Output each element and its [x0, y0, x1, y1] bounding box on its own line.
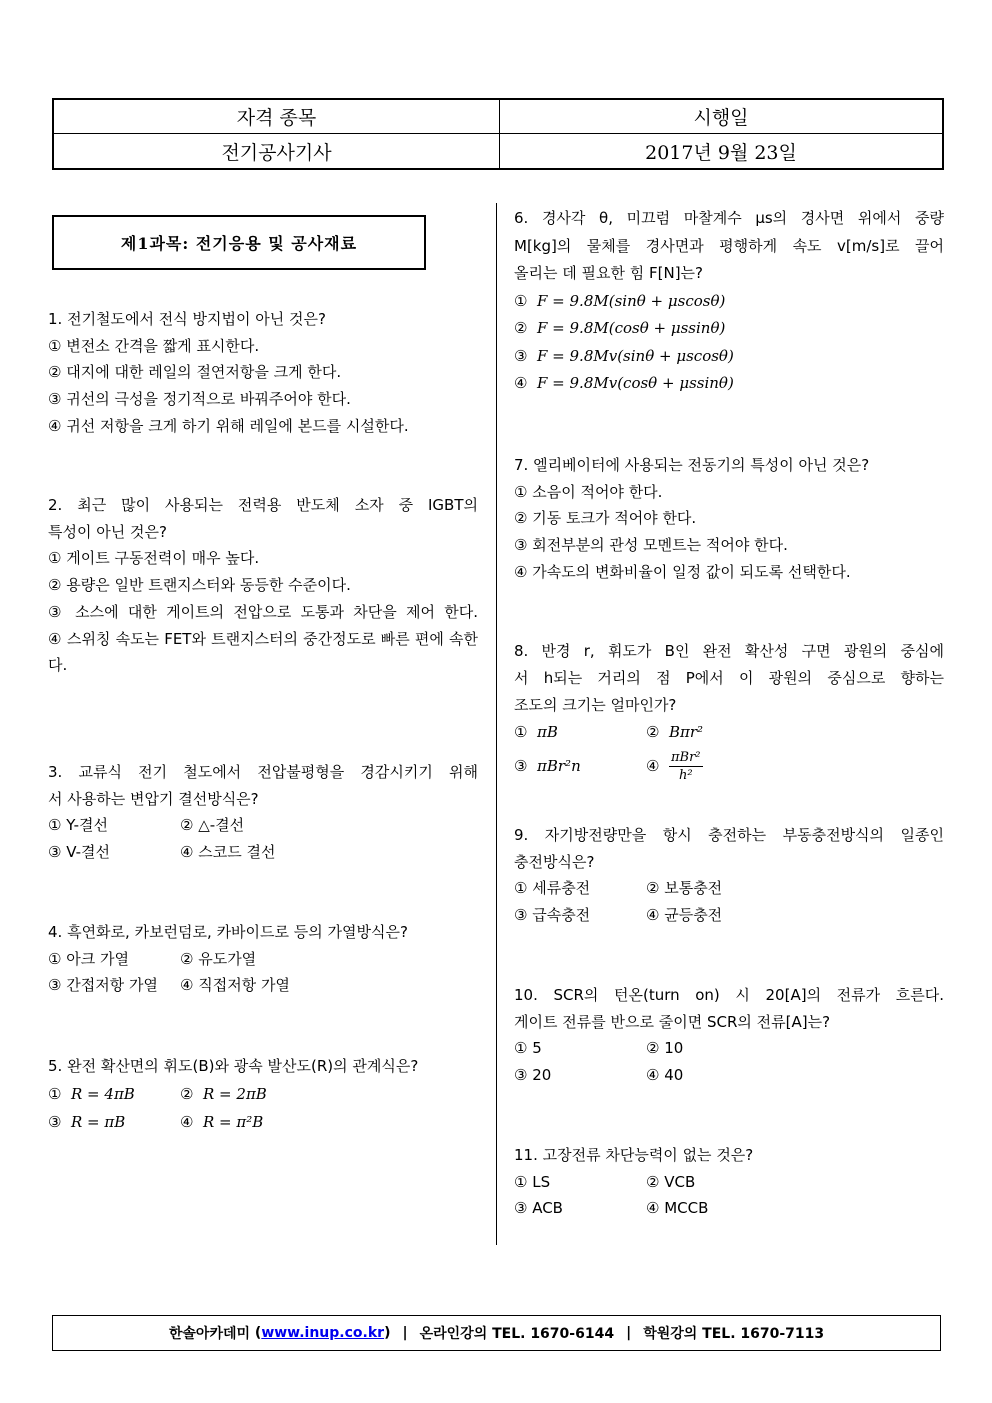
formula: R = π²B [203, 1113, 264, 1131]
option-4: ④ 가속도의 변화비율이 일정 값이 되도록 선택한다. [514, 562, 851, 581]
option-mark: ① [48, 1085, 62, 1103]
academy-website-link[interactable]: www.inup.co.kr [261, 1325, 385, 1341]
option-1 [514, 288, 944, 316]
option-1: ① 아크 가열 [48, 949, 129, 968]
option-2 [514, 315, 944, 343]
option-mark: ③ [48, 1113, 62, 1131]
question-stem-line-2: 서 사용하는 변압기 결선방식은? [48, 789, 259, 808]
option-1 [48, 1080, 180, 1108]
option-1: ① 5 [514, 1039, 542, 1058]
question-stem: 1. 전기철도에서 전식 방지법이 아닌 것은? [48, 310, 326, 328]
option-2: ② 보통충전 [646, 879, 723, 898]
question-stem-line-1: 6. 경사각 θ, 미끄럼 마찰계수 μs의 경사면 위에서 중량 [514, 209, 944, 227]
option-mark: ③ [514, 346, 528, 365]
option-1: ① LS [514, 1172, 551, 1191]
formula: R = 4πB [71, 1085, 135, 1103]
footer-separator: | [626, 1325, 632, 1341]
formula: F = 9.8M(sinθ + μscosθ) [537, 291, 726, 310]
option-mark: ④ [514, 374, 528, 392]
option-2: ② △-결선 [180, 816, 245, 835]
option-4: ④ 균등충전 [646, 906, 723, 925]
option-4: ④ 40 [646, 1066, 684, 1085]
option-4: ④ 스위칭 속도는 FET와 트랜지스터의 중간정도로 빠른 편에 속한다. [48, 629, 478, 675]
options-grid [48, 812, 478, 865]
option-mark: ② [180, 1085, 194, 1103]
option-mark: ① [514, 291, 528, 310]
formula: πB [537, 723, 558, 741]
option-mark: ② [514, 319, 528, 337]
option-4: ④ MCCB [646, 1199, 709, 1218]
fraction-numerator: πBr² [671, 750, 701, 765]
question-5 [48, 1052, 478, 1136]
options-grid [514, 719, 944, 786]
formula: R = πB [71, 1113, 126, 1131]
formula: F = 9.8M(cosθ + μssinθ) [537, 319, 726, 337]
academy-name: 한솔아카데미 [168, 1326, 251, 1342]
offline-lecture-phone: 학원강의 TEL. 1670-7113 [643, 1326, 825, 1342]
option-mark: ② [646, 723, 660, 741]
question-stem-line-1: 2. 최근 많이 사용되는 전력용 반도체 소자 중 IGBT의 [48, 496, 478, 514]
option-4 [514, 370, 944, 398]
qualification-value: 전기공사기사 [221, 141, 332, 164]
footer-bar: 한솔아카데미 ( www.inup.co.kr ) | 온라인강의 TEL. 1670-6144 | 학원강의 TEL. 1670-7113 [52, 1315, 941, 1351]
question-stem-line-2: 서 h되는 거리의 점 P에서 이 광원의 중심으로 향하는 [514, 669, 944, 687]
question-stem-line-2: 특성이 아닌 것은? [48, 522, 167, 541]
options-grid [48, 946, 478, 999]
question-stem-line-3: 조도의 크기는 얼마인가? [514, 696, 677, 714]
exam-date-value: 2017년 9월 23일 [499, 134, 942, 168]
question-3 [48, 759, 478, 866]
formula: F = 9.8Mv(cosθ + μssinθ) [537, 374, 734, 392]
fraction-formula [669, 749, 703, 784]
option-mark: ③ [514, 757, 528, 775]
question-1 [48, 306, 478, 440]
question-9 [514, 822, 944, 929]
question-stem-line-3: 올리는 데 필요한 힘 F[N]는? [514, 264, 703, 282]
option-4: ④ 귀선 저항을 크게 하기 위해 레일에 본드를 시설한다. [48, 416, 409, 435]
question-6 [514, 205, 944, 398]
footer-separator: | [402, 1325, 408, 1341]
question-11 [514, 1142, 944, 1222]
option-3: ③ 귀선의 극성을 정기적으로 바꿔주어야 한다. [48, 390, 351, 409]
option-1: ① Y-결선 [48, 816, 108, 835]
option-2: ② 기동 토크가 적어야 한다. [514, 509, 697, 528]
option-1: ① 변전소 간격을 짧게 표시한다. [48, 336, 260, 355]
option-3: ③ V-결선 [48, 843, 110, 862]
options-grid [514, 1035, 944, 1088]
options-grid [514, 875, 944, 928]
option-mark: ④ [646, 757, 660, 775]
option-4: ④ 직접저항 가열 [180, 976, 290, 995]
option-2: ② VCB [646, 1172, 696, 1191]
option-4 [180, 1108, 478, 1136]
formula: πBr²n [537, 757, 581, 775]
qualification-header: 자격 종목 [54, 100, 499, 134]
question-stem: 7. 엘리베이터에 사용되는 전동기의 특성이 아닌 것은? [514, 456, 870, 474]
online-lecture-phone: 온라인강의 TEL. 1670-6144 [419, 1326, 615, 1342]
option-2 [180, 1080, 478, 1108]
question-stem-line-2: 게이트 전류를 반으로 줄이면 SCR의 전류[A]는? [514, 1012, 831, 1031]
options-grid [48, 1080, 478, 1136]
question-4 [48, 919, 478, 999]
option-2: ② 10 [646, 1039, 684, 1058]
option-3: ③ 간접저항 가열 [48, 976, 158, 995]
question-stem: 11. 고장전류 차단능력이 없는 것은? [514, 1146, 754, 1164]
option-3 [48, 1108, 180, 1136]
option-2: ② 용량은 일반 트랜지스터와 동등한 수준이다. [48, 576, 351, 595]
option-2 [646, 719, 944, 746]
option-3: ③ 소스에 대한 게이트의 전압으로 도통과 차단을 제어 한다. [48, 602, 478, 621]
formula: F = 9.8Mv(sinθ + μscosθ) [537, 346, 734, 365]
option-4 [646, 746, 944, 786]
formula: R = 2πB [203, 1085, 267, 1103]
option-mark: ④ [180, 1113, 194, 1131]
question-stem-line-2: 충전방식은? [514, 852, 595, 871]
option-3: ③ 회전부분의 관성 모멘트는 적어야 한다. [514, 536, 788, 555]
option-3: ③ 20 [514, 1066, 552, 1085]
option-4: ④ 스코드 결선 [180, 843, 276, 862]
exam-date-header: 시행일 [499, 100, 942, 134]
question-stem-line-1: 8. 반경 r, 휘도가 B인 완전 확산성 구면 광원의 중심에 [514, 642, 944, 660]
options-grid [514, 1169, 944, 1222]
question-stem-line-1: 10. SCR의 턴온(turn on) 시 20[A]의 전류가 흐른다. [514, 986, 944, 1004]
option-1: ① 소음이 적어야 한다. [514, 482, 663, 501]
column-divider [496, 203, 497, 1245]
option-3: ③ 급속충전 [514, 906, 591, 925]
option-2: ② 유도가열 [180, 949, 257, 968]
question-7 [514, 452, 944, 586]
option-3 [514, 343, 944, 371]
fraction-denominator: h² [678, 768, 693, 783]
exam-info-table [52, 98, 944, 170]
option-1: ① 게이트 구동전력이 매우 높다. [48, 549, 260, 568]
option-3 [514, 746, 646, 786]
question-8 [514, 638, 944, 786]
question-2 [48, 492, 478, 679]
option-1 [514, 719, 646, 746]
question-stem-line-1: 9. 자기방전량만을 항시 충전하는 부동충전방식의 일종인 [514, 826, 944, 844]
option-3: ③ ACB [514, 1199, 563, 1218]
question-stem-line-2: M[kg]의 물체를 경사면과 평행하게 속도 v[m/s]로 끌어 [514, 236, 944, 255]
question-stem-line-1: 3. 교류식 전기 철도에서 전압불평형을 경감시키기 위해 [48, 763, 478, 781]
subject-title: 제1과목: 전기응용 및 공사재료 [52, 215, 426, 270]
question-10 [514, 982, 944, 1089]
question-stem: 5. 완전 확산면의 휘도(B)와 광속 발산도(R)의 관계식은? [48, 1057, 419, 1075]
option-2: ② 대지에 대한 레일의 절연저항을 크게 한다. [48, 363, 342, 382]
formula: Bπr² [669, 723, 704, 741]
option-1: ① 세류충전 [514, 879, 591, 898]
option-mark: ① [514, 723, 528, 741]
question-stem: 4. 흑연화로, 카보런덤로, 카바이드로 등의 가열방식은? [48, 923, 408, 941]
